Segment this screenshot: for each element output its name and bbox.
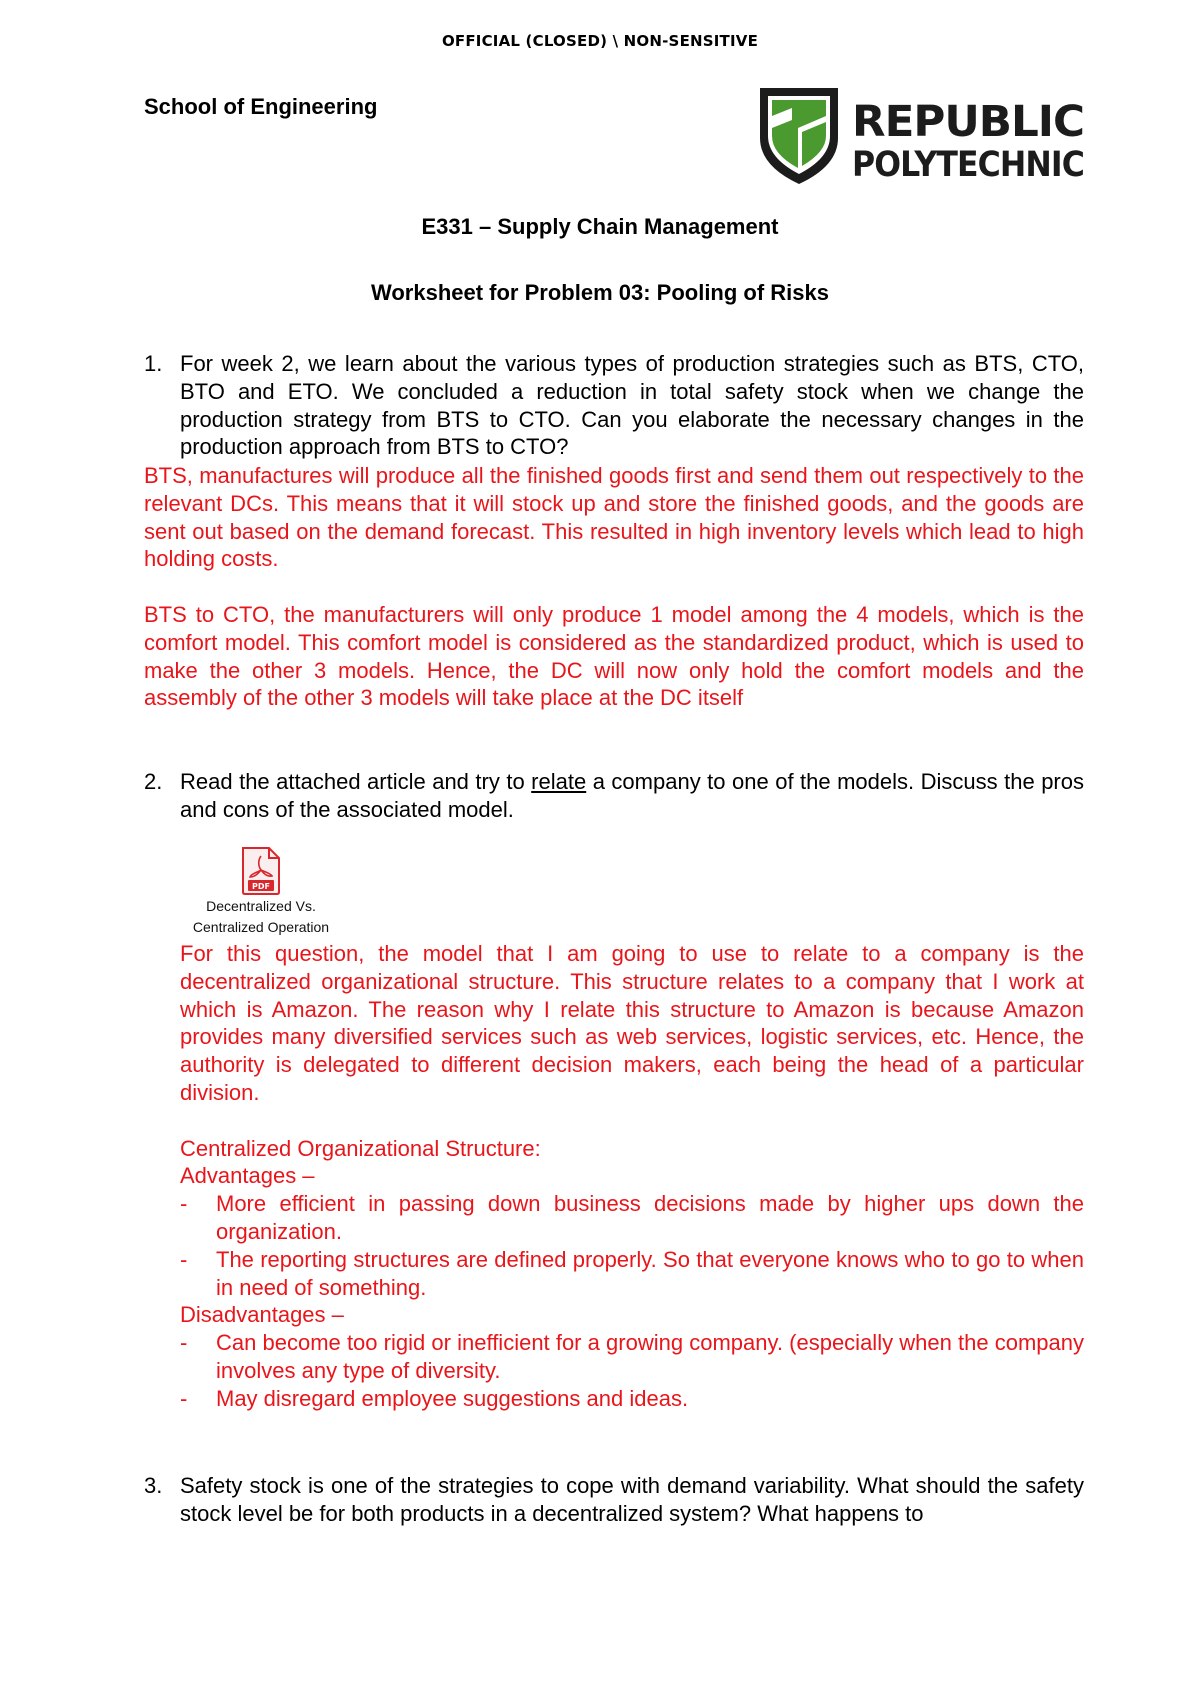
logo-text-polytechnic: POLYTECHNIC: [852, 145, 1084, 185]
question-1-text: For week 2, we learn about the various types of production strategies such as BTS, CTO, BTO and ETO. We concluded a reduction in total safety stock when we change the production strategy from BTS to CTO. Can you elaborate the necessary changes in the production approach from BTS to CTO?: [180, 351, 1084, 460]
pdf-attachment[interactable]: [176, 846, 346, 938]
question-2-text-part: a company to one of the models. Discuss the pros and cons of the associated model.: [180, 769, 1084, 822]
course-title: E331 – Supply Chain Management: [421, 214, 779, 239]
worksheet-title: Worksheet for Problem 03: Pooling of Risks: [370, 280, 829, 305]
bullet-dash: -: [180, 1191, 188, 1217]
answer-paragraph: BTS to CTO, the manufacturers will only produce 1 model among the 4 models, which is the comfort model. This comfort model is considered as the standardized product, which is used to make the other 3 models. Hence, the DC will now only hold the comfort models and the assembly of the other 3 models will take place at the DC itself: [144, 601, 1084, 711]
question-2-answer: [180, 940, 1084, 1413]
answer-paragraph: For this question, the model that I am going to use to relate to a company is the decentralized organizational structure. This structure relates to a company that I work at which is Amazon. The reason why I relate this structure to Amazon is because Amazon provides many diversified services such as web services, logistic services, etc. Hence, the authority is delegated to different decision makers, each being the head of a particular division.: [180, 941, 1084, 1105]
pdf-file-icon: [239, 846, 283, 896]
question-2: [144, 768, 1084, 824]
question-number: 3.: [144, 1473, 163, 1498]
attachment-label-line1: Decentralized Vs.: [206, 898, 316, 914]
question-2-text: [180, 768, 1084, 824]
logo-text-republic: REPUBLIC: [852, 97, 1084, 147]
bullet-dash: -: [180, 1246, 188, 1272]
question-number: 2.: [144, 769, 163, 794]
republic-polytechnic-logo: [758, 86, 1088, 186]
bullet-dash: -: [180, 1330, 188, 1356]
attachment-label-line2: Centralized Operation: [192, 919, 330, 935]
question-number: 1.: [144, 351, 163, 376]
question-3: [144, 1472, 1084, 1528]
school-name: School of Engineering: [144, 94, 378, 119]
advantage-text: More efficient in passing down business decisions made by higher ups down the organization.: [216, 1191, 1084, 1244]
classification-label: OFFICIAL (CLOSED) \ NON-SENSITIVE: [441, 32, 759, 50]
question-3-text: Safety stock is one of the strategies to cope with demand variability. What should the safety stock level be for both products in a decentralized system? What happens to: [180, 1473, 1084, 1526]
answer-paragraph: BTS, manufactures will produce all the finished goods first and send them out respectively to the relevant DCs. This means that it will stock up and store the finished goods, and the goods are sent out based on the demand forecast. This resulted in high inventory levels which lead to high holding costs.: [144, 463, 1084, 572]
advantage-item: [180, 1246, 1084, 1302]
advantage-item: [180, 1190, 1084, 1246]
question-1: [144, 350, 1084, 461]
underlined-word: relate: [531, 769, 587, 794]
bullet-dash: -: [180, 1385, 188, 1411]
advantage-text: The reporting structures are defined properly. So that everyone knows who to go to when in need of something.: [216, 1246, 1084, 1300]
shield-logo-icon: [758, 86, 1088, 186]
disadvantage-text: May disregard employee suggestions and ideas.: [216, 1385, 689, 1411]
disadvantage-item: [180, 1329, 1084, 1385]
section-heading: Centralized Organizational Structure:: [180, 1135, 541, 1161]
question-1-answer: [144, 462, 1084, 712]
pdf-badge-text: PDF: [252, 882, 270, 891]
disadvantage-item: [180, 1385, 1084, 1413]
disadvantages-label: Disadvantages –: [180, 1302, 344, 1328]
question-2-text-part: Read the attached article and try to: [180, 769, 532, 794]
disadvantage-text: Can become too rigid or inefficient for a growing company. (especially when the company involves any type of diversity.: [216, 1330, 1084, 1383]
advantages-label: Advantages –: [180, 1163, 315, 1189]
